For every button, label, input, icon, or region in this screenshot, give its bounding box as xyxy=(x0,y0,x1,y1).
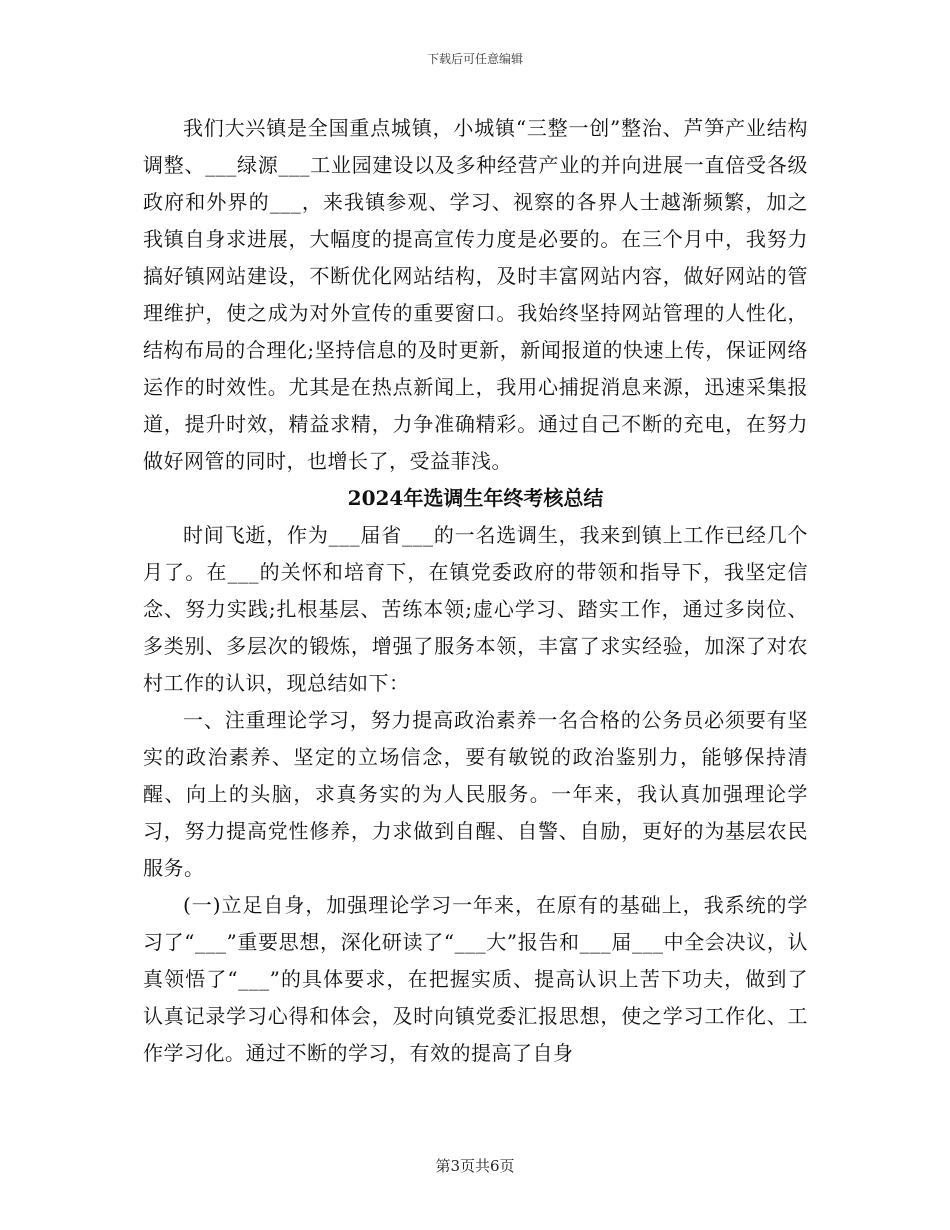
page-header: 下载后可任意编辑 xyxy=(426,52,523,66)
paragraph-self-study: (一)立足自身，加强理论学习一年来，在原有的基础上，我系统的学习了“___”重要思想，深化研读了“___大”报告和___届___中全会决议，认真领悟了“___”的具体要求，在把握实质、提高认识上苦下功夫，做到了认真记录学习心得和体会，及时向镇党委汇报思想，使之学习工作化、工作学习化。通过不断的学习，有效的提高了自身 xyxy=(143,893,808,1065)
paragraph-website-work: 我们大兴镇是全国重点城镇，小城镇“三整一创”整治、芦笋产业结构调整、___绿源___工业园建设以及多种经营产业的并向进展一直倍受各级政府和外界的___，来我镇参观、学习、视察的各界人士越渐频繁，加之我镇自身求进展，大幅度的提高宣传力度是必要的。在三个月中，我努力搞好镇网站建设，不断优化网站结构，及时丰富网站内容，做好网站的管理维护，使之成为对外宣传的重要窗口。我始终坚持网站管理的人性化，结构布局的合理化;坚持信息的及时更新，新闻报道的快速上传，保证网络运作的时效性。尤其是在热点新闻上，我用心捕捉消息来源，迅速采集报道，提升时效，精益求精，力争准确精彩。通过自己不断的充电，在努力做好网管的同时，也增长了，受益菲浅。 xyxy=(143,116,808,473)
document-body xyxy=(143,110,808,1072)
section-title: 2024年选调生年终考核总结 xyxy=(347,486,604,510)
page-number: 第3页共6页 xyxy=(435,1157,515,1175)
paragraph-introduction: 时间飞逝，作为___届省___的一名选调生，我来到镇上工作已经几个月了。在___的关怀和培育下，在镇党委政府的带领和指导下，我坚定信念、努力实践;扎根基层、苦练本领;虚心学习、踏实工作，通过多岗位、多类别、多层次的锻炼，增强了服务本领，丰富了求实经验，加深了对农村工作的认识，现总结如下： xyxy=(143,523,808,695)
paragraph-theory-study: 一、注重理论学习，努力提高政治素养一名合格的公务员必须要有坚实的政治素养、坚定的立场信念，要有敏锐的政治鉴别力，能够保持清醒、向上的头脑，求真务实的为人民服务。一年来，我认真加强理论学习，努力提高党性修养，力求做到自醒、自警、自励，更好的为基层农民服务。 xyxy=(143,708,808,880)
